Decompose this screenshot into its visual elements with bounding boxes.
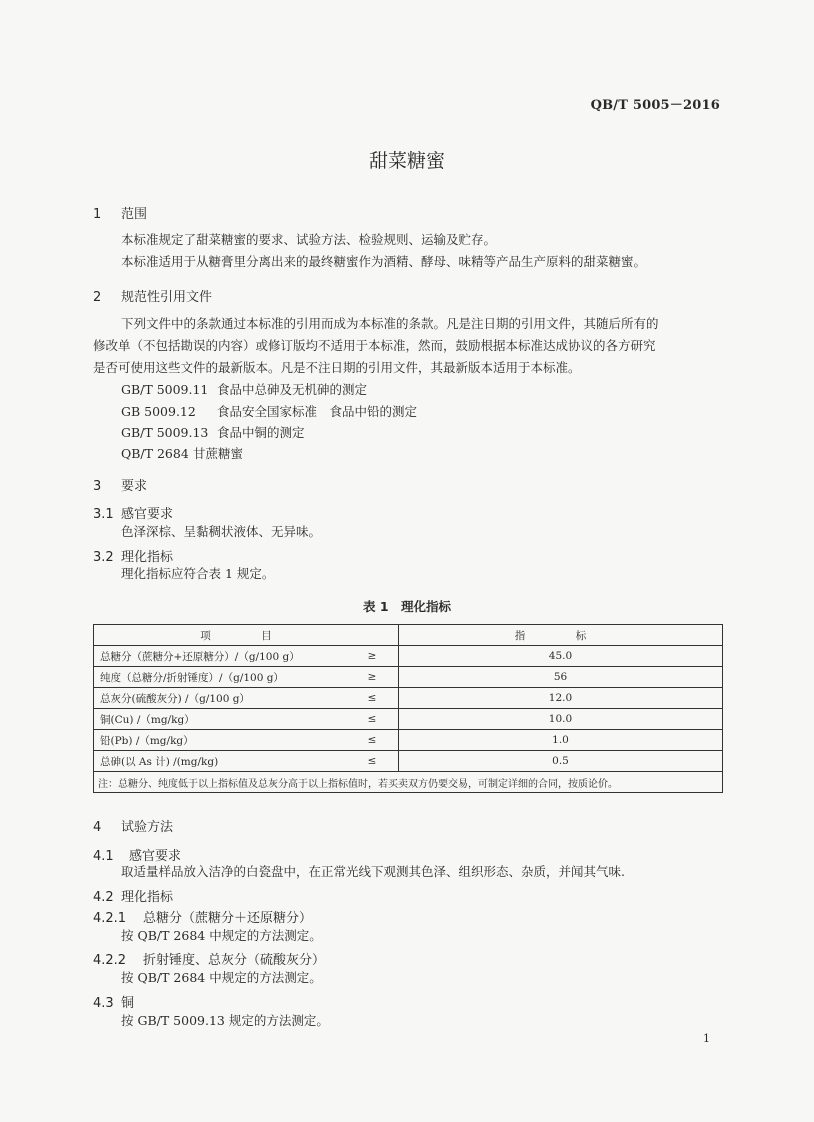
section-4-2-2-heading [93,949,325,968]
brix-ash-method-text: 按 QB/T 2684 中规定的方法测定。 [121,970,322,985]
row-value: 0.5 [399,751,723,772]
section-4-heading [93,816,173,835]
table-caption: 表 1 理化指标 [362,599,452,614]
row-symbol: ≤ [346,688,399,709]
section-number: 1 [93,207,102,222]
table-row [94,688,723,709]
section-title: 感官要求 [129,849,182,864]
copper-method-text: 按 GB/T 5009.13 规定的方法测定。 [121,1013,329,1028]
section-title: 理化指标 [121,890,174,905]
section-title: 试验方法 [121,820,174,835]
section-number: 4 [93,820,102,835]
row-value: 45.0 [399,646,723,667]
total-sugar-method-text: 按 QB/T 2684 中规定的方法测定。 [121,928,322,943]
references-paragraph-line-3: 是否可使用这些文件的最新版本。凡是不注日期的引用文件，其最新版本适用于本标准。 [93,360,581,375]
reference-title: 食品中铜的测定 [217,425,305,440]
references-paragraph-line-2: 修改单（不包括勘误的内容）或修订版均不适用于本标准，然而，鼓励根据本标准达成协议的各方研究 [93,338,656,353]
section-title: 感官要求 [121,507,174,522]
row-symbol: ≥ [346,667,399,688]
table-row [94,667,723,688]
row-value: 56 [399,667,723,688]
row-value: 10.0 [399,709,723,730]
section-number: 3 [93,479,102,494]
section-number: 4.1 [93,849,114,864]
table-header-row [94,625,723,646]
row-symbol: ≤ [346,709,399,730]
scope-paragraph-2: 本标准适用于从糖膏里分离出来的最终糖蜜作为酒精、酵母、味精等产品生产原料的甜菜糖蜜。 [121,254,647,269]
section-2-heading [93,286,212,305]
reference-code: QB/T 2684 [121,446,189,461]
reference-title: 食品安全国家标准 食品中铅的测定 [217,404,418,419]
reference-title: 甘蔗糖蜜 [193,446,244,461]
row-item: 总砷(以 As 计) /(mg/kg) [94,751,347,772]
row-item: 总糖分（蔗糖分+还原糖分）/（g/100 g） [94,646,347,667]
physicochemical-requirement-text: 理化指标应符合表 1 规定。 [121,566,275,581]
row-symbol: ≤ [346,730,399,751]
scope-paragraph-1: 本标准规定了甜菜糖蜜的要求、试验方法、检验规则、运输及贮存。 [121,232,497,247]
reference-code: GB/T 5009.11 [121,382,209,397]
row-value: 12.0 [399,688,723,709]
section-title: 理化指标 [121,550,174,565]
section-title: 规范性引用文件 [121,290,213,305]
row-symbol: ≥ [346,646,399,667]
section-title: 总糖分（蔗糖分＋还原糖分） [143,911,313,926]
document-title: 甜菜糖蜜 [368,150,445,172]
references-paragraph-line-1: 下列文件中的条款通过本标准的引用而成为本标准的条款。凡是注日期的引用文件，其随后所有的 [121,316,659,331]
row-item: 铜(Cu) /（mg/kg） [94,709,347,730]
reference-code: GB/T 5009.13 [121,425,209,440]
row-item: 铅(Pb) /（mg/kg） [94,730,347,751]
table-row [94,709,723,730]
section-title: 铜 [121,996,135,1011]
sensory-requirement-text: 色泽深棕、呈黏稠状液体、无异味。 [121,524,322,539]
standard-number: QB/T 5005－2016 [590,98,720,113]
section-number: 3.1 [93,507,114,522]
section-title: 范围 [121,207,148,222]
sensory-test-text: 取适量样品放入洁净的白瓷盘中，在正常光线下观测其色泽、组织形态、杂质，并闻其气味. [121,864,625,879]
reference-item [121,402,417,420]
section-number: 2 [93,290,102,305]
table-note-row [94,772,723,793]
table-row [94,751,723,772]
column-header-value: 指 标 [399,625,723,646]
table-row [94,646,723,667]
table-row [94,730,723,751]
row-item: 纯度（总糖分/折射锤度）/（g/100 g） [94,667,347,688]
section-number: 4.2 [93,890,114,905]
reference-item [121,380,367,398]
section-number: 4.3 [93,996,114,1011]
reference-code: GB 5009.12 [121,404,196,419]
row-symbol: ≤ [346,751,399,772]
section-number: 4.2.2 [93,953,127,968]
table-note: 注：总糖分、纯度低于以上指标值及总灰分高于以上指标值时，若买卖双方仍要交易，可制定详细的合同，按质论价。 [94,772,723,793]
section-number: 3.2 [93,550,114,565]
section-title: 要求 [121,479,148,494]
section-4-2-heading [93,886,173,905]
column-header-item: 项 目 [94,625,399,646]
physicochemical-table [93,624,723,793]
section-title: 折射锤度、总灰分（硫酸灰分） [143,953,326,968]
section-3-1-heading [93,503,173,522]
reference-title: 食品中总砷及无机砷的测定 [217,382,368,397]
row-value: 1.0 [399,730,723,751]
section-number: 4.2.1 [93,911,127,926]
section-1-heading [93,203,147,222]
section-4-3-heading [93,992,134,1011]
row-item: 总灰分(硫酸灰分) /（g/100 g） [94,688,347,709]
reference-item [121,423,305,441]
section-4-2-1-heading [93,907,312,926]
section-3-heading [93,475,147,494]
page-number: 1 [703,1032,710,1045]
reference-item [121,444,243,462]
